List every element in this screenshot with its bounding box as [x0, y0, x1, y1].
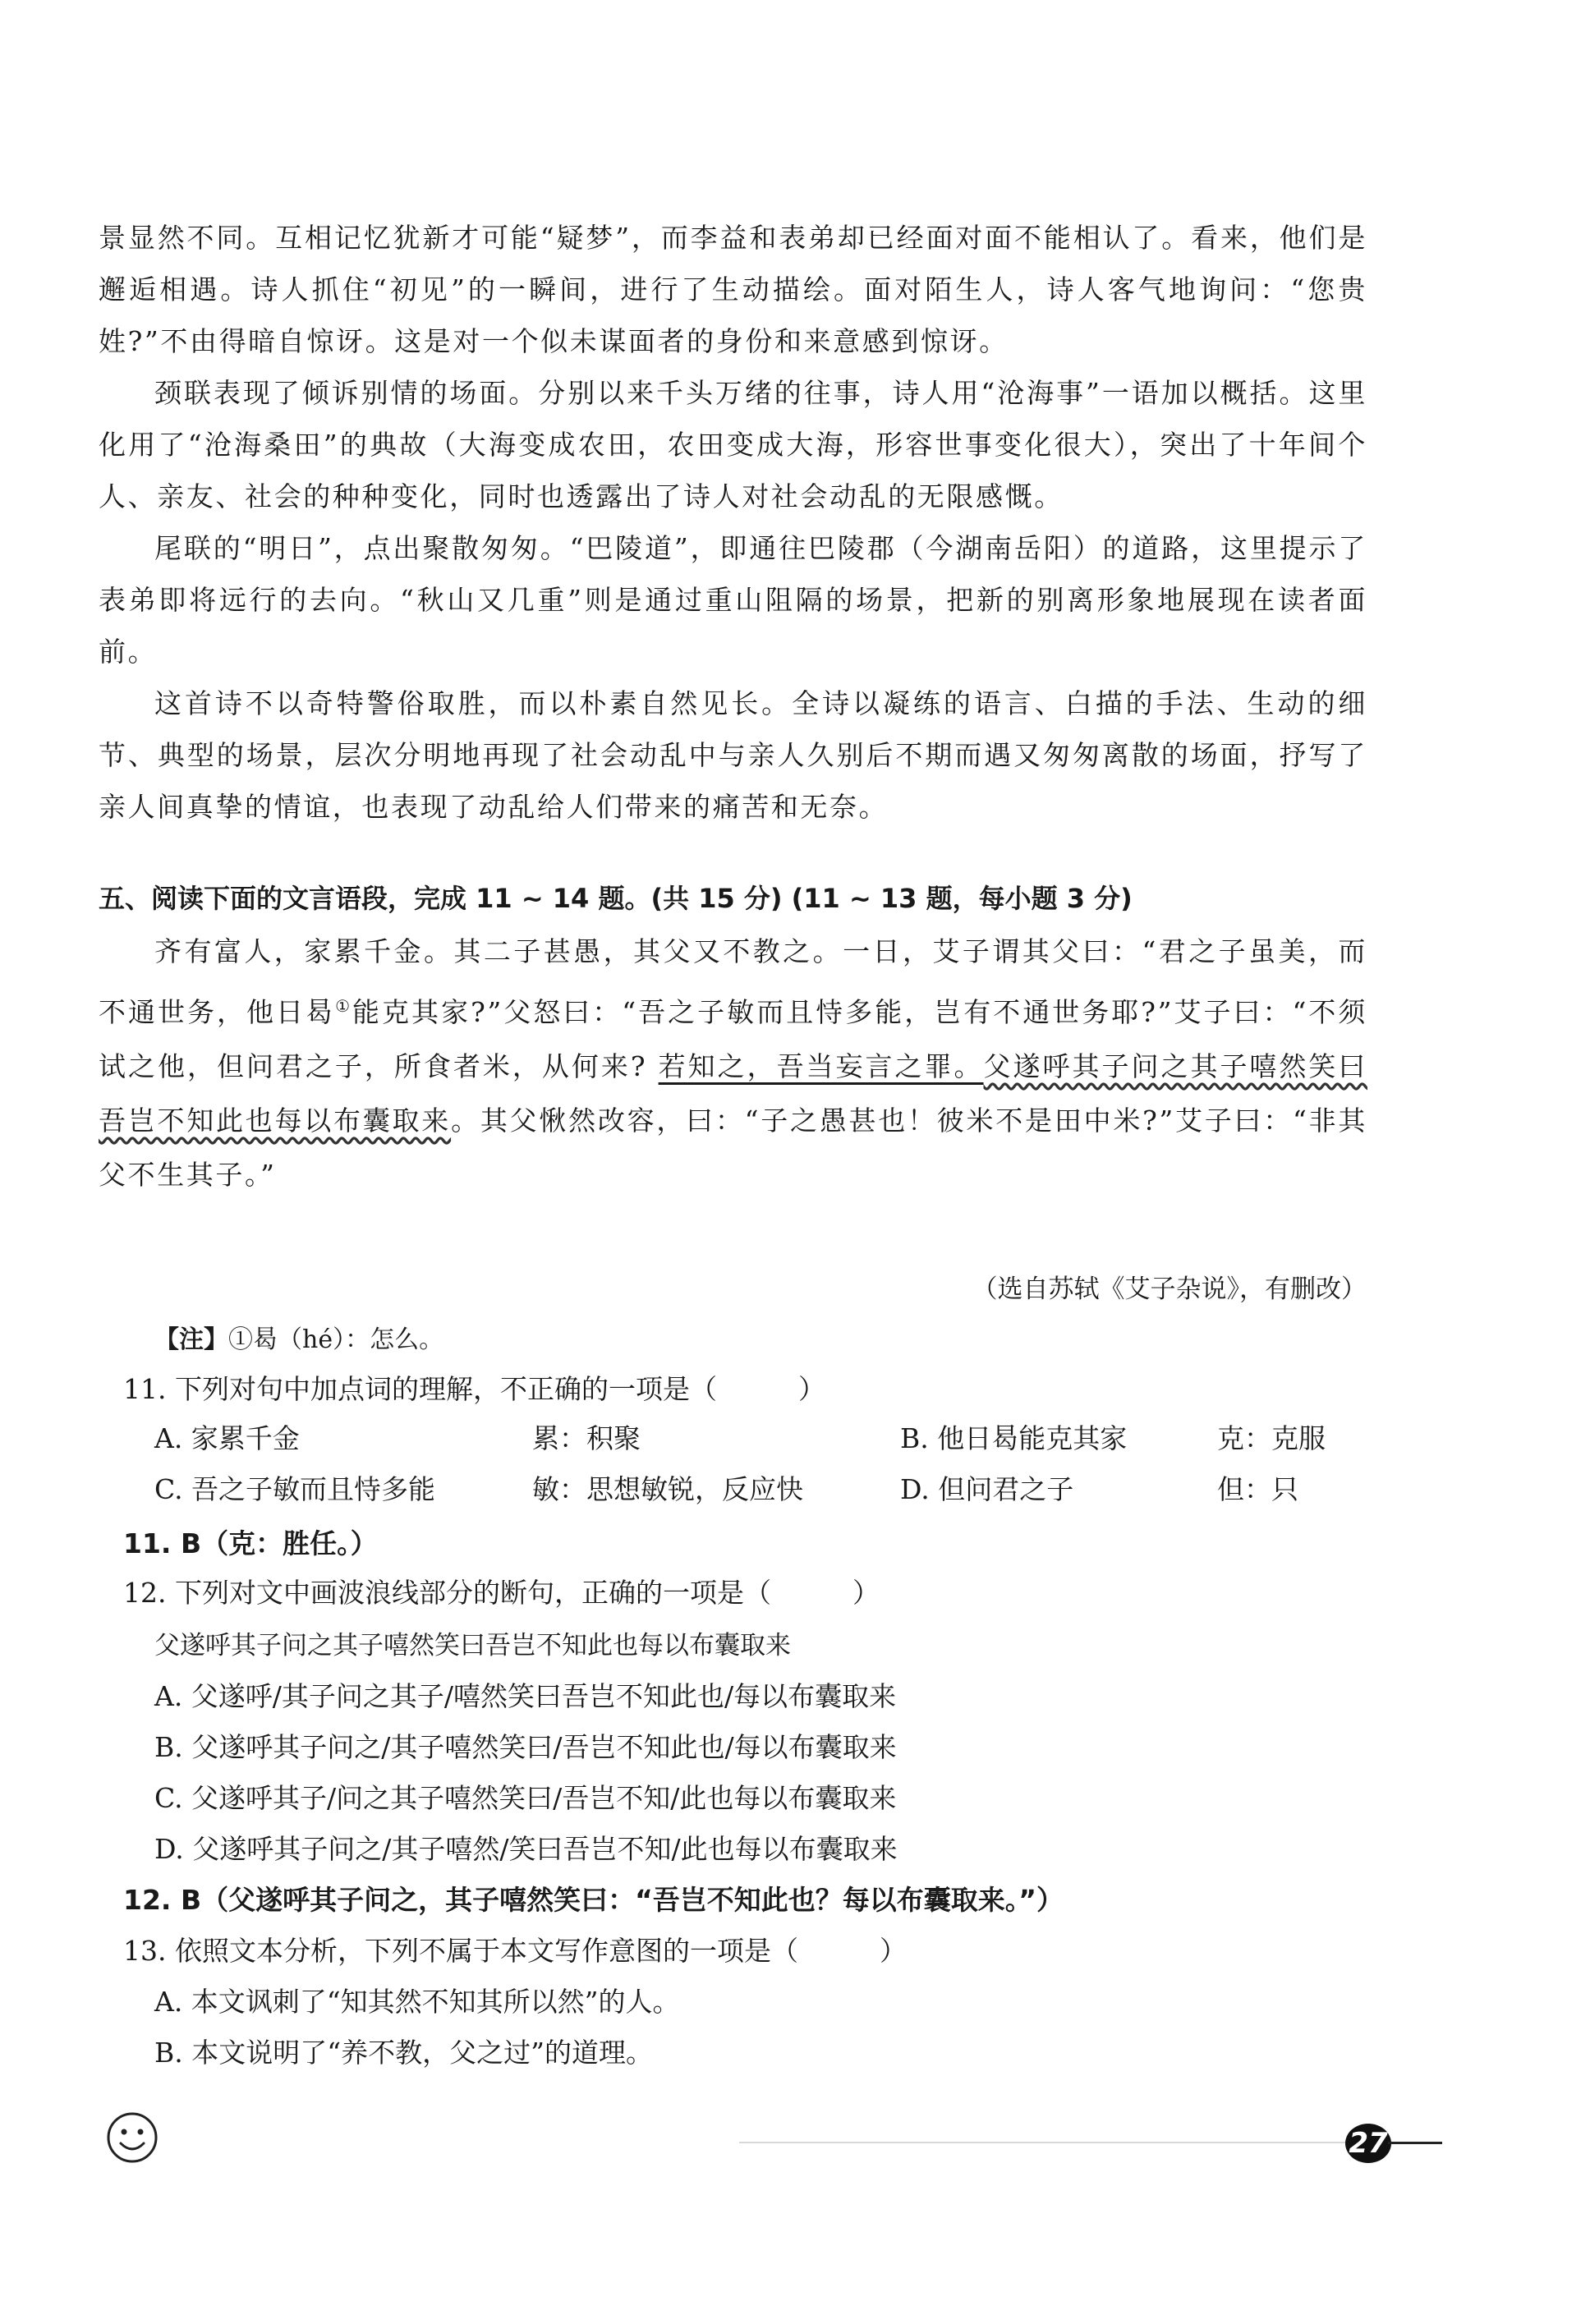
note-marker: ① — [335, 996, 353, 1016]
analysis-paragraph-2: 颈联表现了倾诉别情的场面。分别以来千头万绪的往事，诗人用“沧海事”一语加以概括。这里化用了“沧海桑田”的典故（大海变成农田，农田变成大海，形容世事变化很大），突出了十年间个人、亲友、社会的种种变化，同时也透露出了诗人对社会动乱的无限感慨。 — [99, 377, 1367, 512]
wavy-underlined-sentence: 父遂呼其子问之其子嘻然笑曰吾岂不知此也每以布囊取来 — [99, 1050, 1367, 1137]
note-label: 【注】 — [154, 1325, 228, 1354]
q13-option-a: A. 本文讽刺了“知其然不知其所以然”的人。 — [154, 1986, 680, 2018]
annotation-note — [154, 1320, 443, 1360]
underlined-sentence: 若知之，吾当妄言之罪。 — [658, 1050, 984, 1082]
page-number: 27 — [1345, 2124, 1391, 2163]
q11-option-c-definition: 敏：思想敏锐，反应快 — [532, 1473, 803, 1505]
q11-option-b-definition: 克：克服 — [1217, 1422, 1326, 1454]
passage-part-c: 。其父愀然改容，曰：“子之愚甚也！彼米不是田中米?”艾子曰：“非其父不生其子。” — [99, 1105, 1368, 1191]
footer-rule — [739, 2142, 1347, 2143]
page-number-rule — [1388, 2142, 1442, 2144]
q12-text: 父遂呼其子问之其子嘻然笑曰吾岂不知此也每以布囊取来 — [154, 1631, 791, 1660]
passage-part-b: 能克其家?”父怒曰：“吾之子敏而且恃多能，岂有不通世务耶?”艾子曰：“不须试之他，但问君之子，所食者米，从何来? — [99, 996, 1367, 1082]
q12-option-b: B. 父遂呼其子问之/其子嘻然笑曰/吾岂不知此也/每以布囊取来 — [154, 1731, 897, 1763]
passage-part-a: 齐有富人，家累千金。其二子甚愚，其父又不教之。一日，艾子谓其父曰：“君之子虽美，而不通世务，他日曷 — [99, 935, 1367, 1028]
q11-option-a: A. 家累千金 — [154, 1422, 300, 1454]
q12-answer: 12. B（父遂呼其子问之，其子嘻然笑曰：“吾岂不知此也？每以布囊取来。”） — [123, 1884, 1064, 1916]
section-heading: 五、阅读下面的文言语段，完成 11 ~ 14 题。(共 15 分) (11 ~ 13 题，每小题 3 分) — [99, 883, 1133, 914]
q12-option-a: A. 父遂呼/其子问之其子/嘻然笑曰吾岂不知此也/每以布囊取来 — [154, 1680, 897, 1712]
q11-option-d-definition: 但：只 — [1217, 1473, 1298, 1505]
classical-passage — [99, 925, 1367, 1202]
note-text: ①曷（hé）：怎么。 — [228, 1325, 444, 1354]
q11-answer: 11. B（克：胜任。） — [123, 1527, 378, 1559]
q11-option-d: D. 但问君之子 — [900, 1473, 1074, 1505]
q11-option-b: B. 他日曷能克其家 — [900, 1422, 1128, 1454]
passage-source: （选自苏轼《艾子杂说》，有删改） — [972, 1275, 1367, 1304]
q12-stem: 12. 下列对文中画波浪线部分的断句，正确的一项是（ ） — [123, 1577, 880, 1609]
q11-stem: 11. 下列对句中加点词的理解，不正确的一项是（ ） — [123, 1373, 825, 1405]
analysis-paragraph-4: 这首诗不以奇特警俗取胜，而以朴素自然见长。全诗以凝练的语言、白描的手法、生动的细节、典型的场景，层次分明地再现了社会动乱中与亲人久别后不期而遇又匆匆离散的场面，抒写了亲人间真挚的情谊，也表现了动乱给人们带来的痛苦和无奈。 — [99, 687, 1367, 823]
q11-option-c: C. 吾之子敏而且恃多能 — [154, 1473, 436, 1505]
analysis-paragraph-3: 尾联的“明日”，点出聚散匆匆。“巴陵道”，即通往巴陵郡（今湖南岳阳）的道路，这里提示了表弟即将远行的去向。“秋山又几重”则是通过重山阻隔的场景，把新的别离形象地展现在读者面前。 — [99, 532, 1367, 668]
smiley-icon — [105, 2110, 159, 2165]
analysis-paragraph-1: 景显然不同。互相记忆犹新才可能“疑梦”，而李益和表弟却已经面对面不能相认了。看来，他们是邂逅相遇。诗人抓住“初见”的一瞬间，进行了生动描绘。面对陌生人，诗人客气地询问：“您贵姓?”不由得暗自惊讶。这是对一个似未谋面者的身份和来意感到惊讶。 — [99, 222, 1367, 357]
q12-option-d: D. 父遂呼其子问之/其子嘻然/笑曰吾岂不知/此也每以布囊取来 — [154, 1833, 898, 1865]
q11-option-a-definition: 累：积聚 — [532, 1422, 641, 1454]
q12-option-c: C. 父遂呼其子/问之其子嘻然笑曰/吾岂不知/此也每以布囊取来 — [154, 1782, 897, 1814]
q13-stem: 13. 依照文本分析，下列不属于本文写作意图的一项是（ ） — [123, 1935, 907, 1967]
q13-option-b: B. 本文说明了“养不教，父之过”的道理。 — [154, 2037, 653, 2069]
